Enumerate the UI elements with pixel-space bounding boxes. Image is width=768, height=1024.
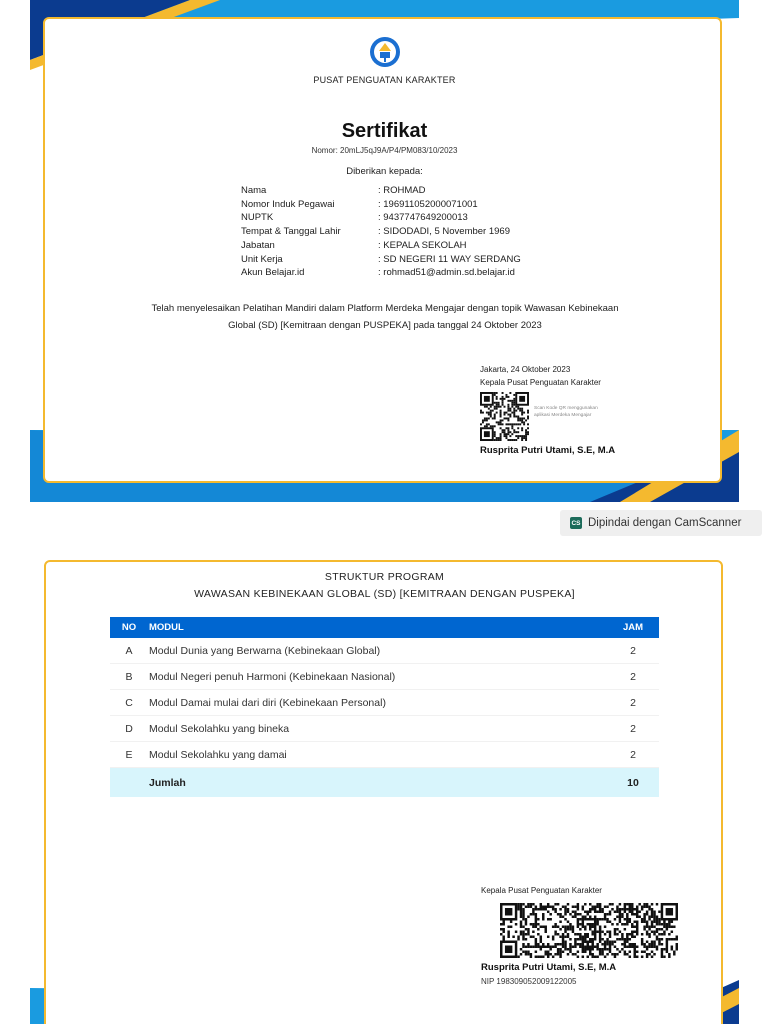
table-row: [110, 664, 659, 690]
row-no: D: [110, 716, 148, 742]
signature-block: [480, 363, 601, 389]
table-row: [110, 716, 659, 742]
identity-row: [241, 239, 521, 253]
row-modul: Modul Sekolahku yang bineka: [148, 716, 607, 742]
camscanner-badge: [560, 510, 762, 536]
signer-name: Rusprita Putri Utami, S.E, M.A: [481, 962, 617, 973]
field-label: Nama: [241, 185, 267, 196]
row-no: A: [110, 638, 148, 664]
row-modul: Modul Dunia yang Berwarna (Kebinekaan Global): [148, 638, 607, 664]
certificate-page: [30, 0, 739, 502]
signer-role: Kepala Pusat Penguatan Karakter: [480, 378, 601, 387]
field-label: Nomor Induk Pegawai: [241, 198, 335, 210]
given-to-label: Diberikan kepada:: [346, 166, 423, 177]
program-title: STRUKTUR PROGRAM: [324, 571, 445, 583]
row-jam: 2: [607, 716, 659, 742]
program-subtitle: WAWASAN KEBINEKAAN GLOBAL (SD) [KEMITRAAN DENGAN PUSPEKA]: [194, 588, 575, 600]
camscanner-label: Dipindai dengan CamScanner: [588, 517, 742, 529]
program-structure-page: [30, 548, 739, 1024]
identity-row: [241, 253, 521, 267]
field-value: : SIDODADI, 5 November 1969: [378, 226, 510, 238]
place-date: Jakarta, 24 Oktober 2023: [480, 365, 571, 374]
header-modul: MODUL: [148, 617, 607, 638]
table-header-row: [110, 617, 659, 638]
qr-code-icon: [480, 392, 529, 441]
field-value: : ROHMAD: [378, 185, 426, 196]
certificate-number: Nomor: 20mLJ5qJ9A/P4/PM083/10/2023: [311, 146, 458, 155]
table-row: [110, 690, 659, 716]
signer-name: Rusprita Putri Utami, S.E, M.A: [480, 445, 616, 456]
row-modul: Modul Sekolahku yang damai: [148, 742, 607, 768]
total-label: Jumlah: [148, 768, 607, 798]
identity-table: [241, 184, 521, 280]
camscanner-logo-icon: CS: [570, 517, 582, 529]
row-no: B: [110, 664, 148, 690]
table-row: [110, 638, 659, 664]
row-jam: 2: [607, 690, 659, 716]
qr-code-icon: [500, 903, 678, 958]
total-row: [110, 768, 659, 798]
row-jam: 2: [607, 664, 659, 690]
row-jam: 2: [607, 742, 659, 768]
total-value: 10: [607, 768, 659, 798]
scan-note: Scan Kode QR menggunakan aplikasi Merdeka Mengajar: [534, 406, 598, 418]
org-name: PUSAT PENGUATAN KARAKTER: [313, 75, 456, 85]
statement-line: Telah menyelesaikan Pelatihan Mandiri dalam Platform Merdeka Mengajar dengan topik Wawasan Kebinekaan: [151, 303, 619, 314]
field-value: : 196911052000071001: [378, 198, 478, 210]
field-value: : KEPALA SEKOLAH: [378, 239, 467, 251]
field-value: : 9437747649200013: [378, 212, 468, 224]
module-table: [110, 617, 659, 797]
field-value: : SD NEGERI 11 WAY SERDANG: [378, 253, 521, 265]
statement-line: Global (SD) [Kemitraan dengan PUSPEKA] pada tanggal 24 Oktober 2023: [228, 320, 542, 331]
field-label: Unit Kerja: [241, 253, 283, 265]
row-no: C: [110, 690, 148, 716]
row-jam: 2: [607, 638, 659, 664]
identity-row: [241, 211, 521, 225]
field-value: : rohmad51@admin.sd.belajar.id: [378, 267, 515, 279]
identity-row: [241, 266, 521, 280]
header-jam: JAM: [607, 617, 659, 638]
tut-wuri-handayani-logo-icon: [369, 36, 401, 68]
header-no: NO: [110, 617, 148, 638]
row-no: E: [110, 742, 148, 768]
field-label: Jabatan: [241, 239, 275, 251]
table-row: [110, 742, 659, 768]
identity-row: [241, 184, 521, 198]
row-modul: Modul Negeri penuh Harmoni (Kebinekaan Nasional): [148, 664, 607, 690]
field-label: NUPTK: [241, 212, 274, 224]
total-spacer: [110, 768, 148, 798]
signer-nip: NIP 198309052009122005: [481, 977, 577, 986]
completion-statement: [110, 300, 660, 334]
field-label: Akun Belajar.id: [241, 267, 305, 279]
identity-row: [241, 198, 521, 212]
row-modul: Modul Damai mulai dari diri (Kebinekaan Personal): [148, 690, 607, 716]
identity-row: [241, 225, 521, 239]
field-label: Tempat & Tanggal Lahir: [241, 226, 341, 238]
certificate-title: Sertifikat: [341, 120, 428, 142]
signer-role: Kepala Pusat Penguatan Karakter: [481, 886, 602, 895]
